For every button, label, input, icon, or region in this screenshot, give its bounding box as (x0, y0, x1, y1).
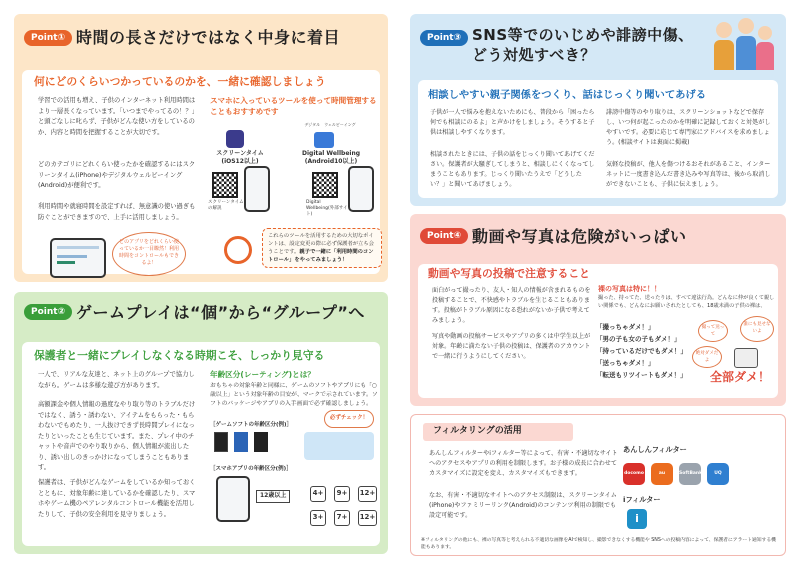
point1-panel (14, 14, 388, 282)
point1-text1: 学習での活用も増え、子供のインターネット利用時間はより一層長くなっています。「いつまでやってるの！？」と頭ごなしに叱らず、子供がどんな使い方をしているのか、内容と時間を把握することが大切です。 (38, 97, 199, 136)
game-soft-label: ［ゲームソフトの年齢区分(例)］ (210, 422, 293, 428)
filtering-title: フィルタリングの活用 (433, 426, 522, 436)
phone-illustration (50, 238, 106, 278)
phone-x-icon (734, 348, 758, 368)
rating-mark-a (214, 432, 228, 452)
rule-item: 「転送もリツイートもダメ！」 (596, 371, 687, 379)
docomo-icon: docomo (623, 463, 645, 485)
anshin-filter-heading: あんしんフィルター (623, 445, 687, 454)
point1-subtitle: 何にどのくらいつかっているのかを、一緒に確認しましょう (34, 75, 326, 88)
wellbeing-ruby: デジタル ウェルビーイング (304, 122, 356, 127)
point4-text1: 面白がって撮ったり、友人・知人の情報が含まれるものを投稿することで、不快感やトラブルを生じることもあります。投稿がトラブル原因になる恐れがないか子供で考えてみましょう。 (432, 287, 591, 324)
zenbu-dame-label: 全部ダメ！ (710, 370, 771, 384)
filtering-text2: なお、有害・不適切なサイトへのアクセス制限は、スクリーンタイム(iPhone)やファミリーリンク(Android)のコンテンツ利用の制限でも設定可能です。 (429, 492, 617, 519)
point3-title1: SNS等でのいじめや誹謗中傷、 (472, 26, 694, 44)
rating-text: おもちゃの対象年齢と同様に、ゲームのソフトやアプリにも「○歳以上」という対象年齢の目安が、マークで示されています。ソフトのパッケージやアプリの入手画面で必ず確認しましょう。 (210, 383, 378, 407)
point1-title: 時間の長さだけではなく中身に着目 (76, 28, 341, 47)
rating-mark-b (234, 432, 248, 452)
wellbeing-icon (314, 132, 334, 148)
check-bubble: 必ずチェック！ (324, 410, 374, 428)
filtering-text1: あんしんフィルターやiフィルター等によって、有害・不適切なサイトへのアクセスやアプリの利用を制限します。お子様の成長に合わせてカスタマイズに設定を変え、カスタマイズもできます。 (429, 450, 618, 477)
point4-panel (410, 214, 786, 406)
filtering-note: ※フィルタリングの他にも、裸の写真等と考えられる不適切な画像をAIで検知し、撮影できなくする機能や SNSへの投稿内容によって、保護者にアラート通知する機能もあります。 (421, 538, 776, 550)
point2-subtitle: 保護者と一緒にプレイしなくなる時期こそ、しっかり見守る (34, 349, 325, 362)
rating-7plus: 7+ (334, 510, 350, 526)
point2-badge: Point② (24, 304, 72, 320)
tool-heading: スマホに入っているツールを使って時間管理することもおすすめです (210, 96, 377, 116)
point3-panel (410, 14, 786, 206)
point3-text1: 子供が一人で悩みを抱えないためにも、普段から「困ったら何でも相談にのるよ」と声かけをしましょう。そうすると子供は相談しやすくなります。 (430, 109, 595, 136)
qr-code-screentime[interactable] (212, 172, 238, 198)
point2-text1: 一人で、リアルな友達と、ネット上のグループで協力しながら。ゲームは多様な遊び方があります。 (38, 371, 195, 389)
point3-text4: 気軽な投稿が、他人を傷つけるおそれがあること、インターネットに一度書き込んだ書き込みや写真等は、後から取消しができないことも、子供に伝えましょう。 (606, 161, 771, 188)
rule-item: 「持っているだけでもダメ！」 (596, 347, 687, 355)
rule-item: 「撮っちゃダメ！」 (596, 323, 655, 331)
point2-text2: 高額課金や個人情報の過度なやり取り等のトラブルだけではなく、誘う・誘わない、アイテムをもらった・もらわないでもめたり、一人抜けできず長時間プレイになったりといったことも生じています。また、プレイ中のチャットや音声でのやり取りから、個人情報が流出したり、誘い出しのきっかけになってしまうこともあります。 (38, 401, 196, 471)
point1-badge: Point① (24, 30, 72, 46)
warning-text: 撮った、持ってた、送ったりは、すべて違法行為。どんなに仲が良くて親しい関係でも、どんなにお願いされたとしても、18歳未満の子供の裸は、 (598, 295, 775, 309)
point3-title2: どう対処すべき？ (472, 46, 596, 64)
point3-text2: 相談されたときには、子供の話をじっくり聞いてあげてください。保護者が大騒ぎしてしまうと、相談しにくくなってしまうこともあります。じっくり聞いたうえで「どうしたい？」と聞いてあげましょう。 (430, 151, 595, 188)
age-12-label: 12歳以上 (256, 490, 290, 503)
rating-heading: 年齢区分(レーティング)とは？ (210, 370, 315, 379)
ifilter-heading: iフィルター (623, 495, 661, 504)
point3-subtitle: 相談しやすい親子関係をつくり、話はじっくり聞いてあげる (428, 89, 707, 101)
qr-code-wellbeing[interactable] (312, 172, 338, 198)
speech-bubble-2: 誰にも見せないよ (740, 316, 774, 342)
clock-icon (224, 236, 252, 264)
point2-text3: 保護者は、子供がどんなゲームをしているか知っておくとともに、対象年齢に達しているかを確認したり、スマホやゲーム機のペアレンタルコントロール機能を活用したりして、子供の安全利用を見守りましょう。 (38, 479, 196, 518)
point2-title: ゲームプレイは“個”から“グループ”へ (76, 303, 365, 322)
point4-subtitle: 動画や写真の投稿で注意すること (428, 267, 590, 280)
app-rating-label: ［スマホアプリの年齢区分(例)］ (210, 466, 292, 472)
hourglass-icon (226, 130, 244, 148)
warning-heading: 裸の写真は特に！！ (598, 285, 661, 293)
point1-text2: どのカテゴリにどれくらい使ったかを確認するにはスクリーンタイム(iPhone)やデジタルウェルビーイング(Android)が便利です。 (38, 161, 196, 189)
point3-badge: Point③ (420, 30, 468, 46)
rule-item: 「送っちゃダメ！」 (596, 359, 655, 367)
point4-title: 動画や写真は危険がいっぱい (472, 227, 687, 246)
screentime-phone (244, 166, 270, 212)
tool-hint: これらのツールを活用するための大切なポイントは、設定変更の際に必ず保護者が立ち会うことです。親子で一緒に「利用時間のコントロール」をやってみましょう！ (262, 228, 382, 268)
point3-text3: 誹謗中傷等のやり取りは、スクリーンショットなどで保存し、いつ何が起こったのかを明確に記録しておくと対処がしやすいです。必要に応じて専門家にアドバイスを求めましょう。(相談サイトは裏面に掲載) (606, 109, 771, 146)
rating-3plus: 3+ (310, 510, 326, 526)
point2-panel (14, 292, 388, 554)
tip-bubble: どのアプリをどれくらい使っているか一目瞭然！利用時間をコントロールもできるよ！ (112, 232, 186, 276)
qr2-caption: Digital Wellbeing(外部サイト) (306, 200, 348, 217)
ifilter-icon: i (627, 509, 647, 529)
family-illustration (304, 432, 374, 460)
rating-12plus: 12+ (358, 486, 377, 502)
softbank-icon: SoftBank (679, 463, 701, 485)
au-icon: au (651, 463, 673, 485)
rule-item: 「男の子も女の子もダメ！」 (596, 335, 681, 343)
point1-text3: 利用時間や就寝時間を設定すれば、無意識の使い過ぎも防ぐことができますので、上手に活用しましょう。 (38, 203, 196, 221)
speech-bubble-1: 撮って送って (698, 320, 728, 342)
wellbeing-label: Digital Wellbeing (Android10以上) (301, 150, 361, 165)
screentime-label: スクリーンタイム (iOS12以上) (216, 150, 264, 165)
filtering-panel (410, 414, 786, 556)
qr1-caption: スクリーンタイムの解説 (208, 200, 244, 211)
app-store-phone (216, 476, 250, 522)
point4-badge: Point④ (420, 228, 468, 244)
wellbeing-phone (348, 166, 374, 212)
rating-mark-c (254, 432, 268, 452)
family-illustration (712, 18, 778, 72)
uq-mobile-icon: UQ mobile (707, 463, 729, 485)
rating-4plus: 4+ (310, 486, 326, 502)
rating-12plus-b: 12+ (358, 510, 377, 526)
point4-text2: 写真や動画の投稿サービスやアプリの多くは中学生以上が対象。年齢に満たない子供の投稿は、保護者のアカウントで一緒に行うようにしてください。 (432, 333, 591, 360)
rating-9plus: 9+ (334, 486, 350, 502)
speech-bubble-3: 絶対ダメだよ (692, 346, 722, 368)
